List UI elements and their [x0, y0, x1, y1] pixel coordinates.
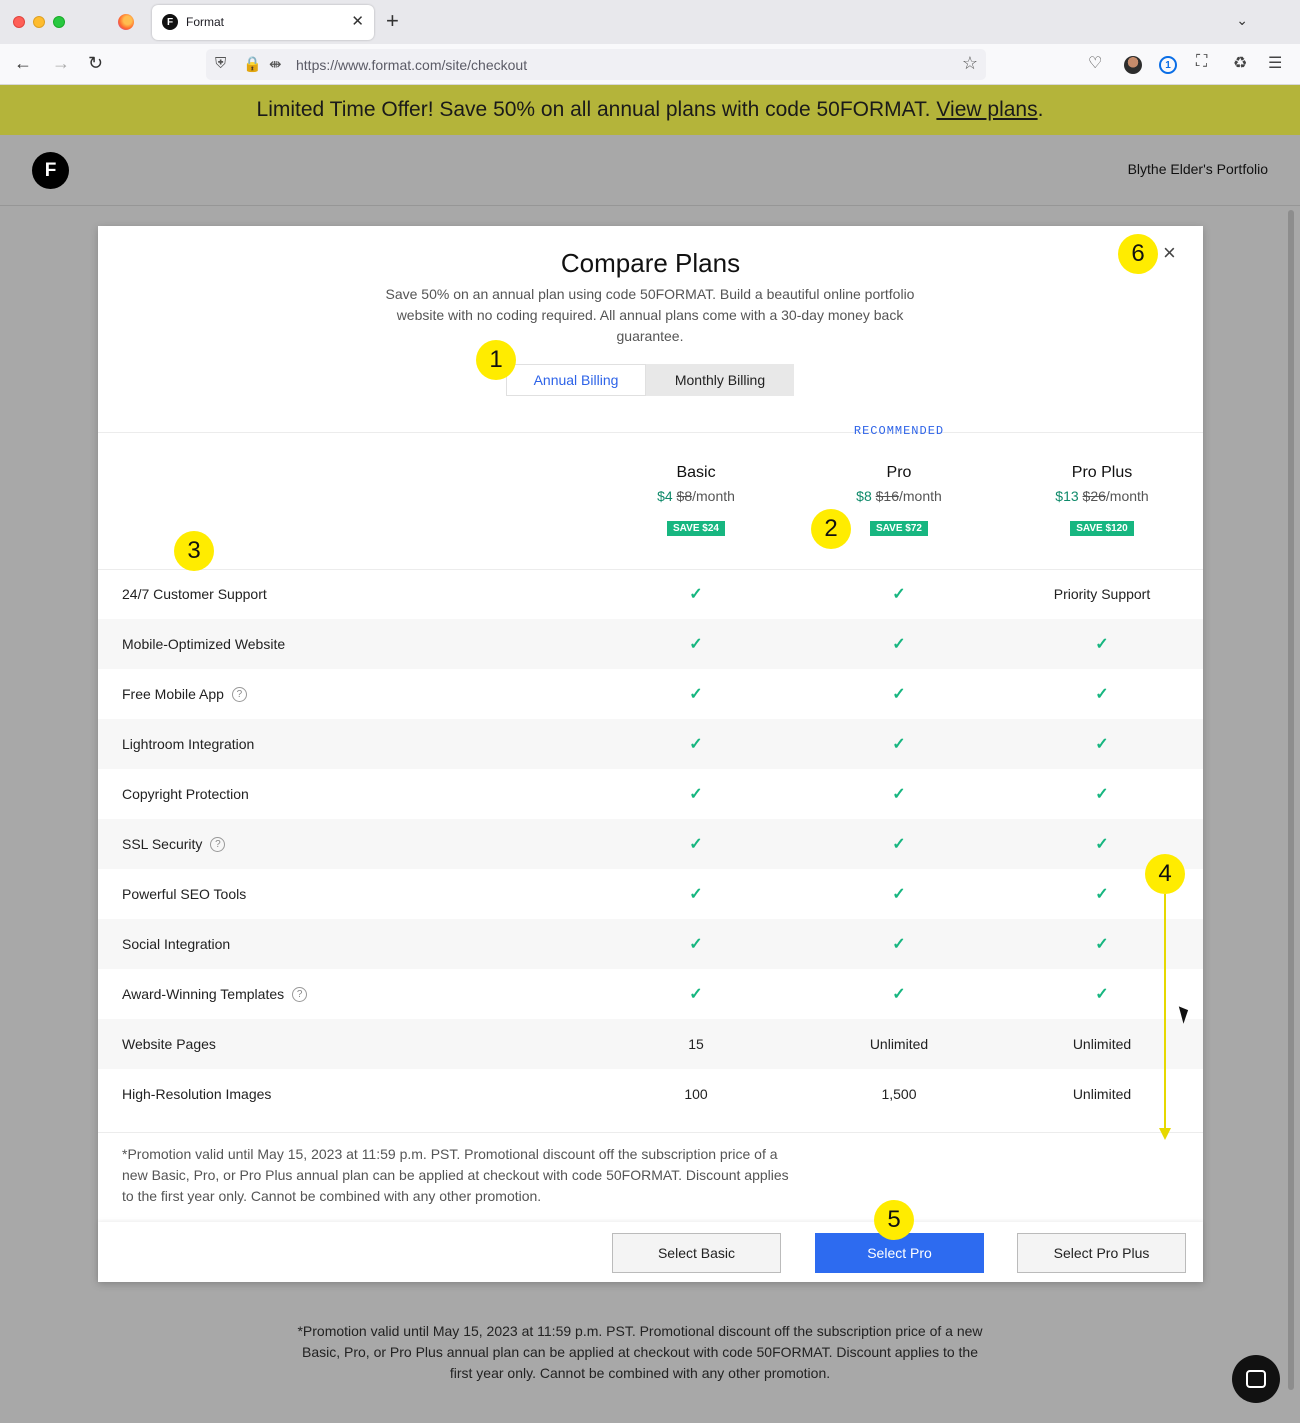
feature-row — [98, 719, 1203, 769]
price-original: $8 — [676, 488, 693, 504]
check-icon: ✓ — [1095, 886, 1109, 903]
check-icon — [798, 636, 1000, 652]
check-icon — [798, 736, 1000, 752]
check-icon — [1001, 836, 1203, 852]
check-icon — [798, 836, 1000, 852]
feature-label-text: 24/7 Customer Support — [122, 586, 267, 602]
annotation-marker-6: 6 — [1118, 234, 1158, 274]
format-favicon-icon: F — [162, 14, 178, 30]
feature-label — [122, 636, 285, 652]
feature-label-text: Award-Winning Templates — [122, 986, 285, 1002]
feature-label — [122, 586, 267, 602]
check-icon — [1001, 936, 1203, 952]
annotation-arrow-line — [1164, 894, 1166, 1130]
portfolio-name[interactable]: Blythe Elder's Portfolio — [1127, 161, 1268, 177]
screenshot-icon[interactable]: ⛶ — [1196, 53, 1208, 70]
feature-row — [98, 619, 1203, 669]
check-icon — [595, 886, 797, 902]
check-icon — [595, 686, 797, 702]
check-icon: ✓ — [689, 986, 703, 1003]
window-close-button[interactable] — [13, 16, 25, 28]
plan-name: Basic — [676, 464, 716, 481]
firefox-icon — [118, 14, 134, 30]
feature-label-text: Social Integration — [122, 936, 231, 952]
address-bar[interactable] — [206, 49, 986, 80]
annotation-marker-3: 3 — [174, 531, 214, 571]
header-divider — [98, 432, 1203, 433]
price-period: /month — [1105, 488, 1149, 504]
check-icon: ✓ — [892, 986, 906, 1003]
plan-price — [595, 488, 797, 504]
check-icon: ✓ — [689, 586, 703, 603]
check-icon — [1001, 736, 1203, 752]
feature-row — [98, 569, 1203, 619]
browser-nav-bar — [0, 44, 1300, 85]
check-icon: ✓ — [1095, 936, 1109, 953]
feature-label — [122, 786, 249, 802]
feature-row — [98, 919, 1203, 969]
check-icon: ✓ — [892, 936, 906, 953]
feature-value: 1,500 — [881, 1086, 917, 1102]
save-badge: SAVE $120 — [1070, 521, 1134, 536]
plan-name: Pro Plus — [1071, 464, 1133, 481]
check-icon — [1001, 686, 1203, 702]
feature-label-text: SSL Security — [122, 836, 203, 852]
feature-value: Unlimited — [1072, 1086, 1132, 1102]
annotation-marker-1: 1 — [476, 340, 516, 380]
plan-price — [798, 488, 1000, 504]
feature-label — [122, 836, 225, 852]
modal-footer — [98, 1222, 1203, 1282]
feature-row — [98, 969, 1203, 1019]
check-icon — [798, 586, 1000, 602]
check-icon — [1001, 636, 1203, 652]
check-icon: ✓ — [689, 836, 703, 853]
check-icon: ✓ — [892, 736, 906, 753]
check-icon — [595, 636, 797, 652]
feature-value: Priority Support — [1053, 586, 1151, 602]
pocket-icon[interactable]: ♡ — [1088, 55, 1103, 72]
close-icon[interactable]: × — [1163, 240, 1176, 265]
lock-icon[interactable]: 🔒 — [243, 56, 262, 73]
check-icon — [595, 836, 797, 852]
bookmark-star-icon[interactable]: ☆ — [961, 53, 978, 73]
help-icon[interactable]: ? — [292, 987, 307, 1002]
feature-label-text: Copyright Protection — [122, 786, 249, 802]
check-icon: ✓ — [892, 586, 906, 603]
feature-row — [98, 869, 1203, 919]
recommended-label: RECOMMENDED — [853, 424, 945, 438]
feature-label — [122, 686, 247, 702]
feature-label-text: Website Pages — [122, 1036, 216, 1052]
check-icon — [595, 786, 797, 802]
plan-column-pro-plus — [1001, 464, 1203, 536]
feature-value: 15 — [688, 1036, 704, 1052]
feature-label — [122, 886, 246, 902]
feature-row — [98, 669, 1203, 719]
price-current: $4 — [657, 488, 673, 504]
page-scrollbar[interactable] — [1286, 206, 1296, 1396]
feature-row — [98, 1019, 1203, 1069]
check-icon: ✓ — [892, 836, 906, 853]
back-arrow-icon[interactable]: ← — [14, 53, 32, 73]
check-icon: ✓ — [1095, 686, 1109, 703]
menu-icon[interactable]: ☰ — [1268, 55, 1283, 72]
promo-banner — [0, 85, 1300, 135]
feature-label-text: Powerful SEO Tools — [122, 886, 247, 902]
price-period: /month — [692, 488, 735, 504]
feature-row — [98, 1069, 1203, 1119]
save-badge: SAVE $72 — [870, 521, 928, 536]
check-icon: ✓ — [1095, 786, 1109, 803]
tab-list-chevron-icon[interactable]: ⌄ — [1236, 12, 1248, 28]
price-original: $26 — [1082, 488, 1106, 504]
feature-value: Unlimited — [869, 1036, 929, 1052]
chat-launcher-button[interactable] — [1232, 1355, 1280, 1403]
check-icon — [595, 936, 797, 952]
annotation-arrow-head-icon — [1159, 1128, 1171, 1140]
shield-icon[interactable]: ⛨ — [215, 55, 227, 72]
check-icon — [798, 786, 1000, 802]
feature-row — [98, 819, 1203, 869]
check-icon — [595, 586, 797, 602]
window-minimize-button[interactable] — [33, 16, 45, 28]
check-icon — [798, 986, 1000, 1002]
annotation-marker-2: 2 — [811, 509, 851, 549]
monthly-billing-tab[interactable]: Monthly Billing — [646, 364, 794, 396]
check-icon: ✓ — [689, 786, 703, 803]
check-icon: ✓ — [1095, 636, 1109, 653]
password-manager-icon[interactable]: 1 — [1159, 56, 1177, 74]
check-icon: ✓ — [892, 636, 906, 653]
browser-tab-bar — [0, 0, 1300, 44]
promo-text: Limited Time Offer! Save 50% on all annual plans with code 50FORMAT. — [256, 98, 931, 121]
feature-table — [98, 569, 1203, 1119]
new-tab-button[interactable]: + — [386, 8, 399, 33]
help-icon[interactable]: ? — [210, 837, 225, 852]
check-icon: ✓ — [689, 686, 703, 703]
plan-column-basic — [595, 464, 797, 536]
check-icon — [798, 686, 1000, 702]
check-icon: ✓ — [1095, 736, 1109, 753]
compare-plans-modal — [98, 226, 1203, 1282]
promo-trailing: . — [1037, 98, 1044, 121]
annual-billing-tab[interactable]: Annual Billing — [506, 364, 646, 396]
format-logo-icon[interactable]: F — [32, 152, 69, 189]
forward-arrow-icon[interactable]: → — [52, 53, 70, 73]
feature-label-text: High-Resolution Images — [122, 1086, 272, 1102]
check-icon: ✓ — [892, 686, 906, 703]
select-pro-button[interactable]: Select Pro — [815, 1233, 984, 1273]
check-icon — [1001, 986, 1203, 1002]
save-badge: SAVE $24 — [667, 521, 725, 536]
chat-icon — [1246, 1370, 1266, 1388]
select-pro-plus-button[interactable]: Select Pro Plus — [1017, 1233, 1186, 1273]
feature-label — [122, 736, 254, 752]
annotation-marker-4: 4 — [1145, 854, 1185, 894]
feature-label — [122, 986, 307, 1002]
plan-price — [1001, 488, 1203, 504]
check-icon — [1001, 786, 1203, 802]
tab-close-icon[interactable]: ✕ — [351, 13, 364, 30]
check-icon: ✓ — [892, 886, 906, 903]
account-avatar-icon[interactable] — [1124, 56, 1142, 74]
price-current: $8 — [856, 488, 872, 504]
check-icon — [595, 986, 797, 1002]
check-icon: ✓ — [689, 736, 703, 753]
price-period: /month — [899, 488, 942, 504]
annotation-marker-5: 5 — [874, 1200, 914, 1240]
check-icon: ✓ — [1095, 986, 1109, 1003]
check-icon: ✓ — [689, 636, 703, 653]
feature-label-text: Lightroom Integration — [122, 736, 255, 752]
window-zoom-button[interactable] — [53, 16, 65, 28]
check-icon — [798, 936, 1000, 952]
check-icon: ✓ — [892, 786, 906, 803]
feature-label-text: Mobile-Optimized Website — [122, 636, 286, 652]
feature-row — [98, 769, 1203, 819]
permissions-icon[interactable]: ⇼ — [269, 56, 282, 73]
check-icon — [798, 886, 1000, 902]
reload-icon[interactable]: ↻ — [88, 53, 104, 73]
scrollbar-thumb[interactable] — [1288, 210, 1294, 1390]
billing-toggle — [506, 364, 794, 396]
select-basic-button[interactable]: Select Basic — [612, 1233, 781, 1273]
site-header — [0, 135, 1300, 206]
help-icon[interactable]: ? — [232, 687, 247, 702]
tab-title: Format — [186, 15, 225, 29]
check-icon: ✓ — [689, 936, 703, 953]
price-current: $13 — [1055, 488, 1079, 504]
extensions-icon[interactable]: ♻ — [1233, 55, 1248, 72]
feature-label — [122, 1036, 216, 1052]
plan-name: Pro — [886, 464, 912, 481]
price-original: $16 — [875, 488, 899, 504]
firefox-view-tab[interactable] — [104, 6, 148, 38]
view-plans-link[interactable]: View plans — [936, 98, 1038, 121]
page-promotion-note: *Promotion valid until May 15, 2023 at 11:59 p.m. PST. Promotional discount off the subscription price of a new Basic, Pro, or Pro Plus annual plan can be applied at checkout with code 50FORMAT. Discount applies to the first year only. Cannot be combined with any other promotion. — [297, 1323, 983, 1381]
feature-value: Unlimited — [1072, 1036, 1132, 1052]
promotion-note: *Promotion valid until May 15, 2023 at 11:59 p.m. PST. Promotional discount off the subscription price of a new Basic, Pro, or Pro Plus annual plan can be applied at checkout with code 50FORMAT. Discount applies to the first year only. Cannot be combined with any other promotion. — [122, 1146, 789, 1204]
feature-value: 100 — [684, 1086, 708, 1102]
note-divider — [98, 1132, 1203, 1133]
url-text[interactable]: https://www.format.com/site/checkout — [296, 57, 528, 73]
tab-format[interactable] — [152, 5, 374, 40]
modal-title: Compare Plans — [560, 248, 741, 278]
feature-label-text: Free Mobile App — [122, 686, 224, 702]
modal-subtitle: Save 50% on an annual plan using code 50FORMAT. Build a beautiful online portfolio website with no coding required. All annual plans come with a 30-day money back guarantee. — [385, 286, 915, 344]
check-icon — [595, 736, 797, 752]
check-icon: ✓ — [1095, 836, 1109, 853]
feature-label — [122, 1086, 271, 1102]
check-icon: ✓ — [689, 886, 703, 903]
feature-label — [122, 936, 230, 952]
